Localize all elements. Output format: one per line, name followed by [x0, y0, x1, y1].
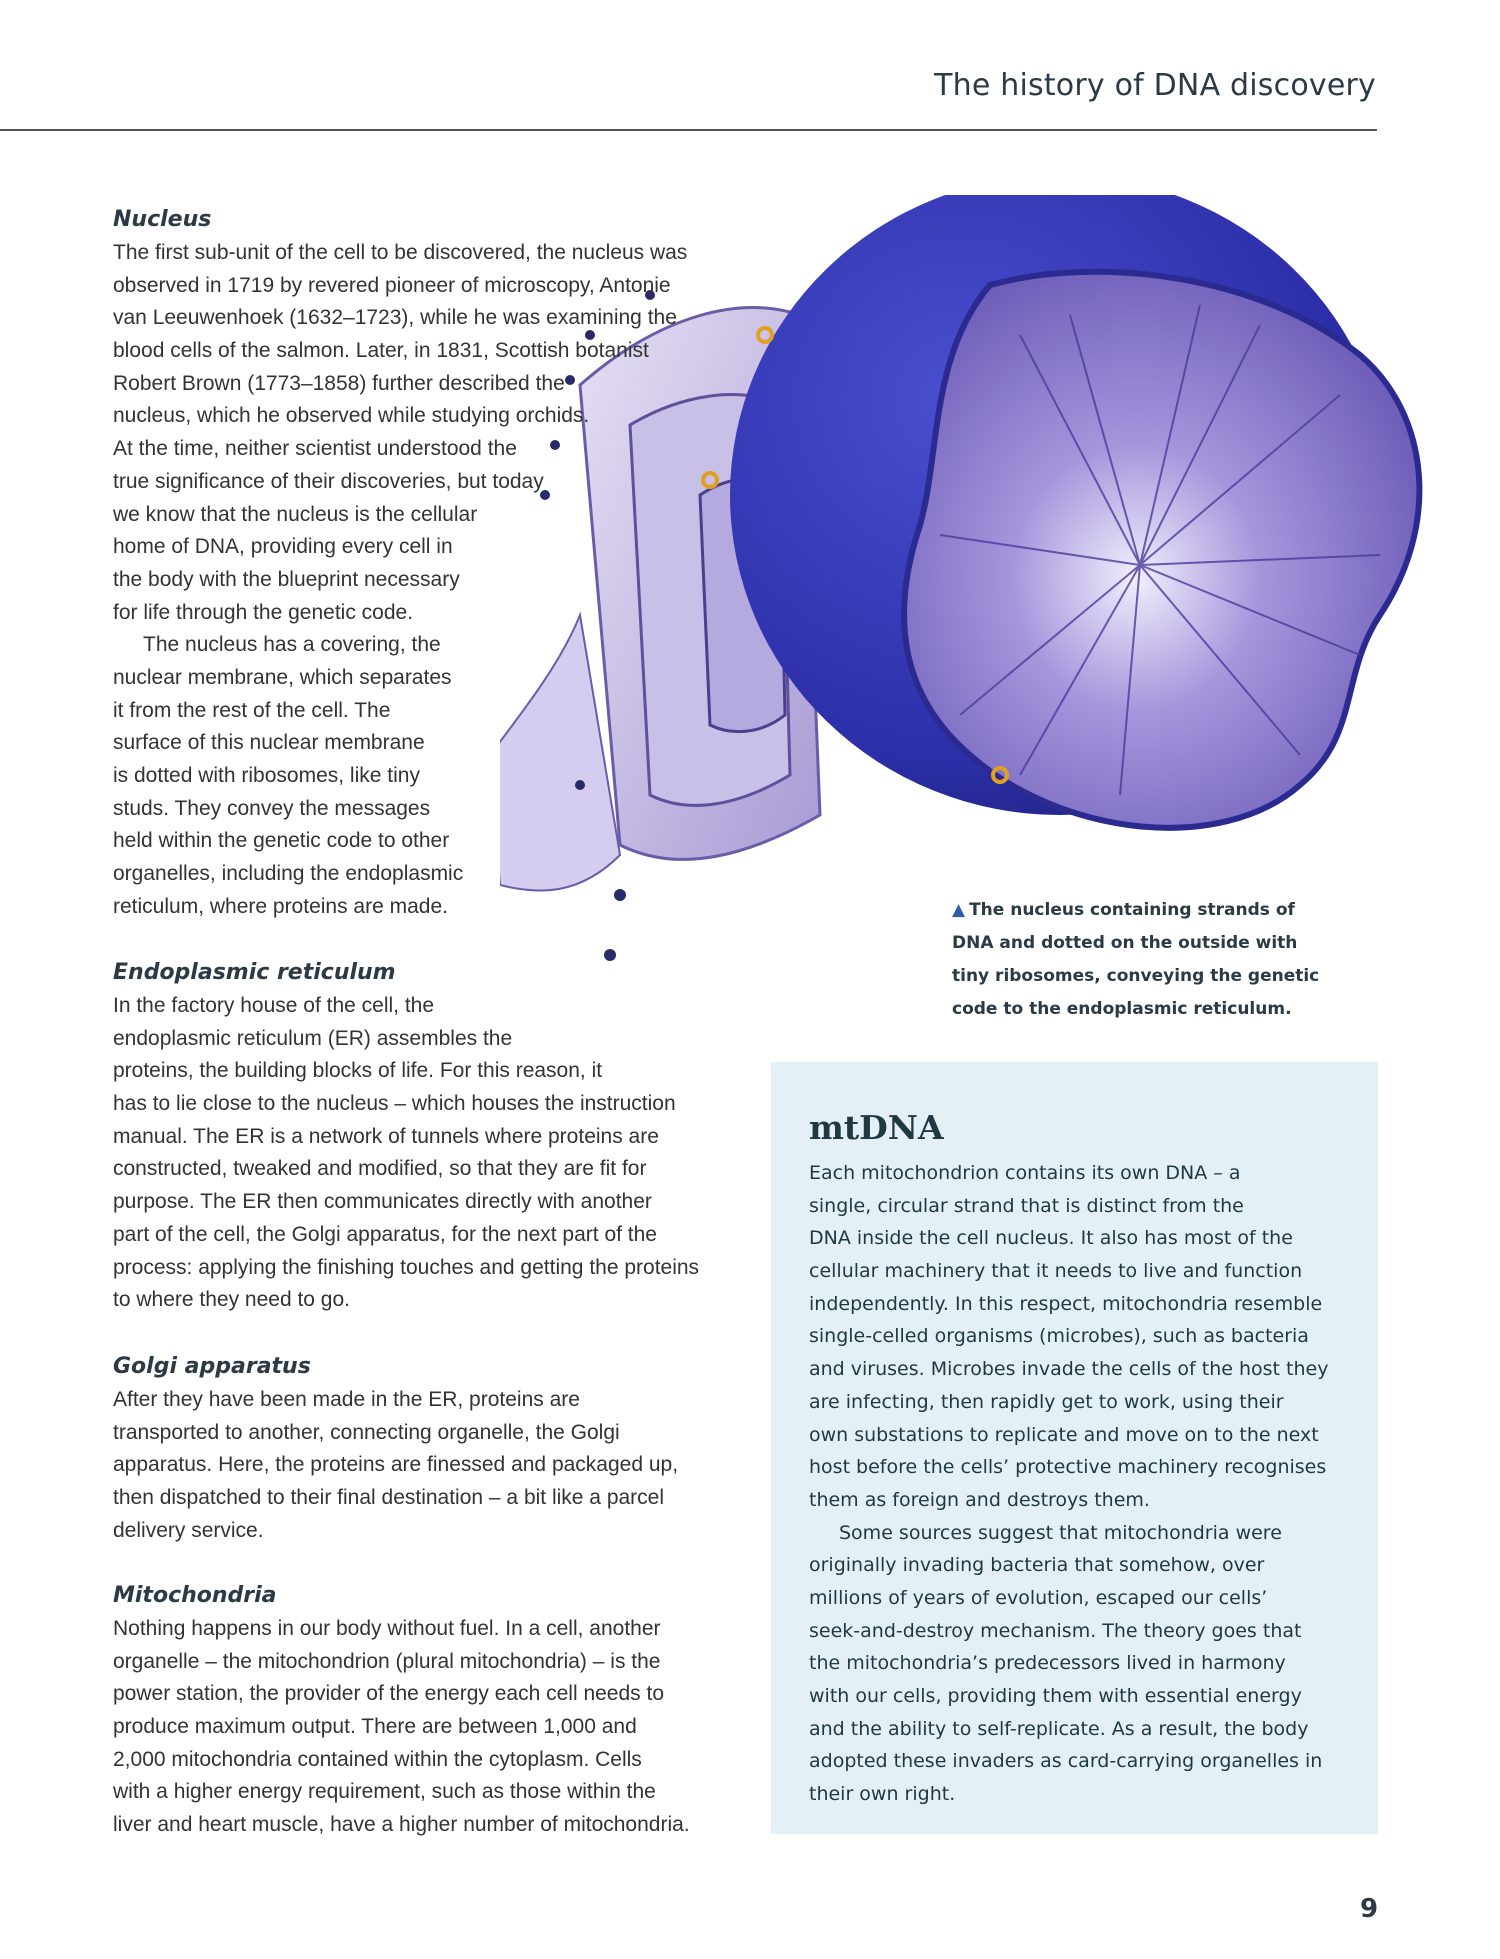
text-line: then dispatched to their final destination – a bit like a parcel: [113, 1486, 665, 1510]
section-heading: Golgi apparatus: [113, 1354, 311, 1379]
text-line: we know that the nucleus is the cellular: [113, 502, 478, 526]
section-golgi-apparatus: [113, 1350, 678, 1547]
section-mitochondria: [113, 1579, 690, 1842]
text-line: produce maximum output. There are between 1,000 and: [113, 1715, 637, 1739]
text-line: DNA and dotted on the outside with: [952, 933, 1298, 953]
text-line: tiny ribosomes, conveying the genetic: [952, 966, 1320, 986]
text-line: cellular machinery that it needs to live and function: [809, 1260, 1303, 1283]
text-line: to where they need to go.: [113, 1288, 350, 1312]
text-line: reticulum, where proteins are made.: [113, 894, 448, 918]
text-line: is dotted with ribosomes, like tiny: [113, 764, 420, 787]
illustration-caption: [952, 894, 1319, 1026]
text-line: manual. The ER is a network of tunnels where proteins are: [113, 1124, 659, 1148]
section-heading: Endoplasmic reticulum: [113, 960, 396, 985]
text-line: constructed, tweaked and modified, so that they are fit for: [113, 1157, 647, 1181]
text-line: single-celled organisms (microbes), such as bacteria: [809, 1325, 1309, 1348]
text-line: host before the cells’ protective machinery recognises: [809, 1456, 1327, 1479]
text-line: After they have been made in the ER, proteins are: [113, 1388, 580, 1411]
text-line: nuclear membrane, which separates: [113, 665, 452, 689]
text-line: for life through the genetic code.: [113, 600, 414, 624]
text-line: own substations to replicate and move on to the next: [809, 1423, 1319, 1446]
text-line: Robert Brown (1773–1858) further described the: [113, 371, 565, 395]
section-nucleus: [113, 203, 687, 923]
text-line: held within the genetic code to other: [113, 829, 450, 853]
text-line: [952, 894, 1319, 927]
text-line: observed in 1719 by revered pioneer of microscopy, Antonie: [113, 273, 671, 297]
text-line: has to lie close to the nucleus – which houses the instruction: [113, 1092, 676, 1116]
text-line: their own right.: [809, 1783, 956, 1806]
text-line: organelles, including the endoplasmic: [113, 862, 464, 886]
text-line: it from the rest of the cell. The: [113, 698, 391, 722]
box-heading: mtDNA: [809, 1108, 944, 1147]
text-line: purpose. The ER then communicates directly with another: [113, 1190, 652, 1214]
running-header-title: The history of DNA discovery: [934, 68, 1376, 103]
page-number: 9: [1360, 1894, 1379, 1924]
text-line: 2,000 mitochondria contained within the cytoplasm. Cells: [113, 1747, 642, 1771]
text-line: endoplasmic reticulum (ER) assembles the: [113, 1026, 513, 1050]
text-line: single, circular strand that is distinct from the: [809, 1194, 1244, 1217]
text-line: the body with the blueprint necessary: [113, 567, 460, 591]
triangle-marker-icon: ▲: [952, 900, 966, 920]
text-line: surface of this nuclear membrane: [113, 731, 425, 755]
text-line: seek-and-destroy mechanism. The theory goes that: [809, 1619, 1302, 1642]
text-line: proteins, the building blocks of life. For this reason, it: [113, 1059, 603, 1083]
text-line: van Leeuwenhoek (1632–1723), while he was examining the: [113, 306, 677, 330]
text-line: true significance of their discoveries, but today: [113, 469, 544, 493]
text-line: The first sub-unit of the cell to be discovered, the nucleus was: [113, 241, 688, 264]
text-line: part of the cell, the Golgi apparatus, for the next part of the: [113, 1222, 657, 1246]
text-line: The nucleus has a covering, the: [143, 633, 441, 657]
text-line: the mitochondria’s predecessors lived in harmony: [809, 1652, 1286, 1675]
text-line: nucleus, which he observed while studying orchids.: [113, 404, 590, 428]
section-endoplasmic-reticulum: [113, 956, 699, 1317]
section-heading: Nucleus: [113, 207, 212, 232]
text-line: studs. They convey the messages: [113, 796, 431, 820]
text-line: Some sources suggest that mitochondria were: [839, 1521, 1282, 1544]
text-line: blood cells of the salmon. Later, in 1831, Scottish botanist: [113, 339, 649, 363]
text-line: and viruses. Microbes invade the cells of the host they: [809, 1358, 1329, 1381]
text-line: power station, the provider of the energy each cell needs to: [113, 1682, 665, 1706]
caption-text: The nucleus containing strands of: [969, 900, 1295, 920]
text-line: transported to another, connecting organelle, the Golgi: [113, 1420, 620, 1444]
text-line: and the ability to self-replicate. As a result, the body: [809, 1717, 1309, 1740]
text-line: originally invading bacteria that somehow, over: [809, 1554, 1265, 1577]
text-line: millions of years of evolution, escaped our cells’: [809, 1586, 1268, 1609]
text-line: with a higher energy requirement, such as those within the: [113, 1780, 656, 1804]
text-line: In the factory house of the cell, the: [113, 994, 435, 1017]
text-line: organelle – the mitochondrion (plural mitochondria) – is the: [113, 1649, 661, 1673]
text-line: apparatus. Here, the proteins are finessed and packaged up,: [113, 1453, 679, 1477]
text-line: are infecting, then rapidly get to work, using their: [809, 1390, 1284, 1413]
text-line: Nothing happens in our body without fuel. In a cell, another: [113, 1617, 661, 1640]
text-line: independently. In this respect, mitochondria resemble: [809, 1292, 1323, 1315]
text-line: liver and heart muscle, have a higher number of mitochondria.: [113, 1813, 690, 1837]
text-line: process: applying the finishing touches and getting the proteins: [113, 1255, 700, 1279]
text-line: home of DNA, providing every cell in: [113, 535, 453, 559]
text-line: At the time, neither scientist understood the: [113, 437, 517, 461]
header-rule: [0, 129, 1377, 131]
text-line: DNA inside the cell nucleus. It also has most of the: [809, 1227, 1293, 1250]
text-line: adopted these invaders as card-carrying organelles in: [809, 1750, 1323, 1773]
text-line: delivery service.: [113, 1518, 264, 1542]
section-heading: Mitochondria: [113, 1583, 277, 1608]
text-line: with our cells, providing them with essential energy: [809, 1685, 1302, 1707]
mtdna-sidebar-box: [771, 1062, 1378, 1834]
text-line: Each mitochondrion contains its own DNA – a: [809, 1162, 1241, 1184]
text-line: them as foreign and destroys them.: [809, 1488, 1150, 1511]
text-line: code to the endoplasmic reticulum.: [952, 999, 1292, 1019]
